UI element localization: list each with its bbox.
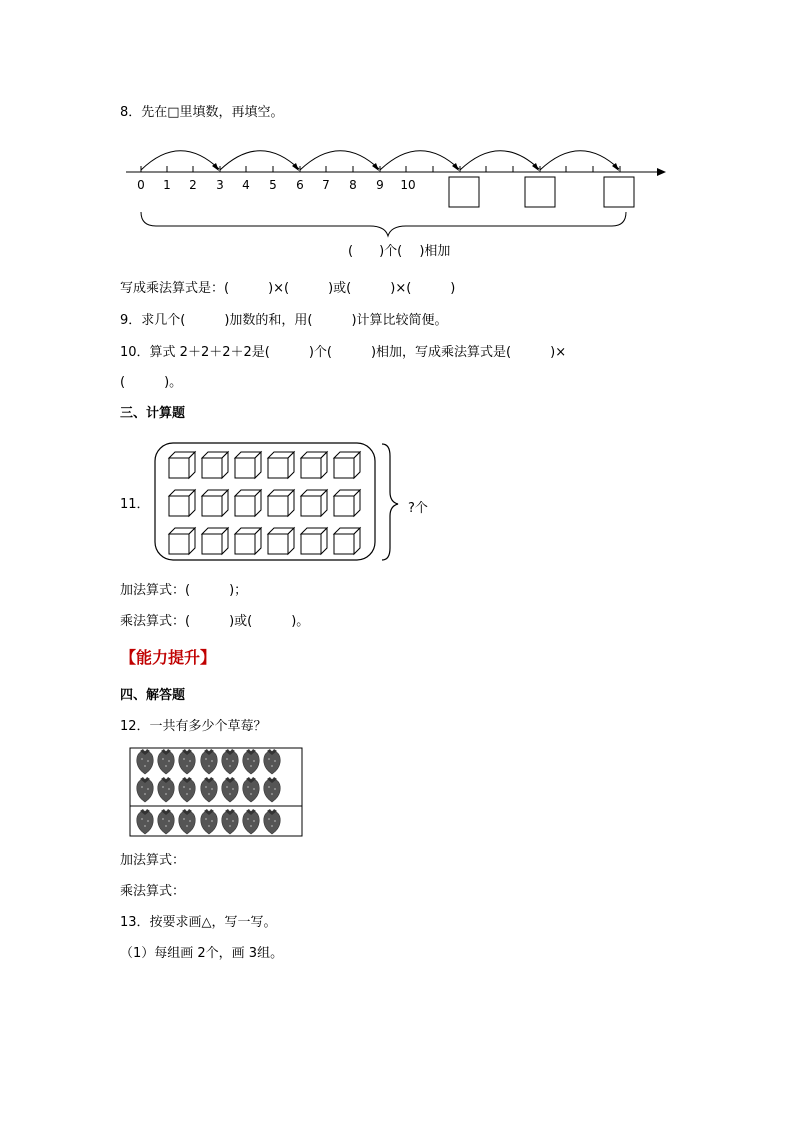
tick-label: 8 (349, 178, 357, 192)
strawberry-icon (201, 809, 217, 834)
number-line-diagram (0, 0, 794, 270)
answer-box (604, 177, 634, 207)
strawberry-icon (179, 749, 195, 774)
cube-icon (235, 452, 261, 478)
strawberry-icon (158, 777, 174, 802)
strawberry-icon (137, 749, 153, 774)
strawberry-row (137, 777, 280, 802)
cube-icon (301, 528, 327, 554)
tick-label: 7 (322, 178, 330, 192)
ability-heading: 【能力提升】 (120, 648, 217, 667)
q13-part1: （1）每组画 2个，画 3组。 (120, 946, 284, 961)
tick-label: 10 (400, 178, 416, 192)
q8-title: 8．先在□里填数，再填空。 (120, 105, 284, 120)
jump-arc (220, 151, 299, 170)
strawberry-icon (264, 809, 280, 834)
jump-arc (300, 151, 379, 170)
strawberry-icon (179, 777, 195, 802)
tick-label: 5 (269, 178, 277, 192)
bottom-brace (141, 212, 626, 236)
cube-icon (268, 452, 294, 478)
brace-label: ?个 (408, 501, 428, 516)
q11-multiplication: 乘法算式：( )或( )。 (120, 614, 310, 629)
q11-label: 11． (120, 497, 150, 512)
jump-arc (141, 151, 219, 170)
cube-row (169, 452, 360, 478)
strawberry-icon (243, 749, 259, 774)
tick-label: 6 (296, 178, 304, 192)
q9-text: 9．求几个( )加数的和，用( )计算比较简便。 (120, 313, 448, 328)
answer-box (449, 177, 479, 207)
strawberry-icon (243, 777, 259, 802)
cube-row (169, 490, 360, 516)
cube-icon (334, 452, 360, 478)
axis-arrowhead (657, 168, 666, 176)
tick-label: 2 (189, 178, 197, 192)
strawberry-icon (222, 749, 238, 774)
tick-label: 0 (137, 178, 145, 192)
cube-icon (235, 490, 261, 516)
strawberry-icon (201, 777, 217, 802)
strawberry-icon (179, 809, 195, 834)
strawberry-figure (129, 747, 305, 839)
tick-label: 4 (242, 178, 250, 192)
strawberry-icon (201, 749, 217, 774)
cube-icon (301, 490, 327, 516)
cube-icon (301, 452, 327, 478)
cube-icon (268, 490, 294, 516)
cube-icon (202, 490, 228, 516)
cube-icon (268, 528, 294, 554)
q11-addition: 加法算式：( )； (120, 583, 248, 598)
cube-icon (169, 490, 195, 516)
cube-icon (202, 452, 228, 478)
q10-line1: 10．算式 2＋2＋2＋2是( )个( )相加，写成乘法算式是( )× (120, 345, 567, 360)
tick-label: 9 (376, 178, 384, 192)
strawberry-icon (264, 749, 280, 774)
section-4-heading: 四、解答题 (120, 688, 186, 703)
q12-multiplication: 乘法算式： (120, 884, 186, 899)
jump-arc (460, 151, 539, 170)
strawberry-icon (222, 777, 238, 802)
strawberry-icon (264, 777, 280, 802)
strawberry-icon (158, 749, 174, 774)
q12-title: 12．一共有多少个草莓？ (120, 719, 267, 734)
right-brace (382, 444, 398, 560)
q12-addition: 加法算式： (120, 853, 186, 868)
q10-line2: ( )。 (120, 375, 183, 390)
strawberry-icon (137, 809, 153, 834)
q13-title: 13．按要求画△，写一写。 (120, 915, 277, 930)
strawberry-icon (137, 777, 153, 802)
tick-label: 1 (163, 178, 171, 192)
cube-grid-figure (150, 440, 440, 566)
cube-icon (169, 528, 195, 554)
cube-icon (334, 528, 360, 554)
jump-arc (380, 151, 459, 170)
answer-box (525, 177, 555, 207)
cube-icon (235, 528, 261, 554)
cube-icon (202, 528, 228, 554)
strawberry-icon (222, 809, 238, 834)
strawberry-row (137, 809, 280, 834)
strawberry-row (137, 749, 280, 774)
brace-caption: ( )个( )相加 (348, 244, 451, 259)
jump-arc (540, 151, 619, 170)
q8-formula: 写成乘法算式是：( )×( )或( )×( ) (120, 281, 456, 296)
tick-label: 3 (216, 178, 224, 192)
cube-icon (334, 490, 360, 516)
cube-row (169, 528, 360, 554)
cube-icon (169, 452, 195, 478)
section-3-heading: 三、计算题 (120, 406, 186, 421)
strawberry-icon (243, 809, 259, 834)
strawberry-icon (158, 809, 174, 834)
